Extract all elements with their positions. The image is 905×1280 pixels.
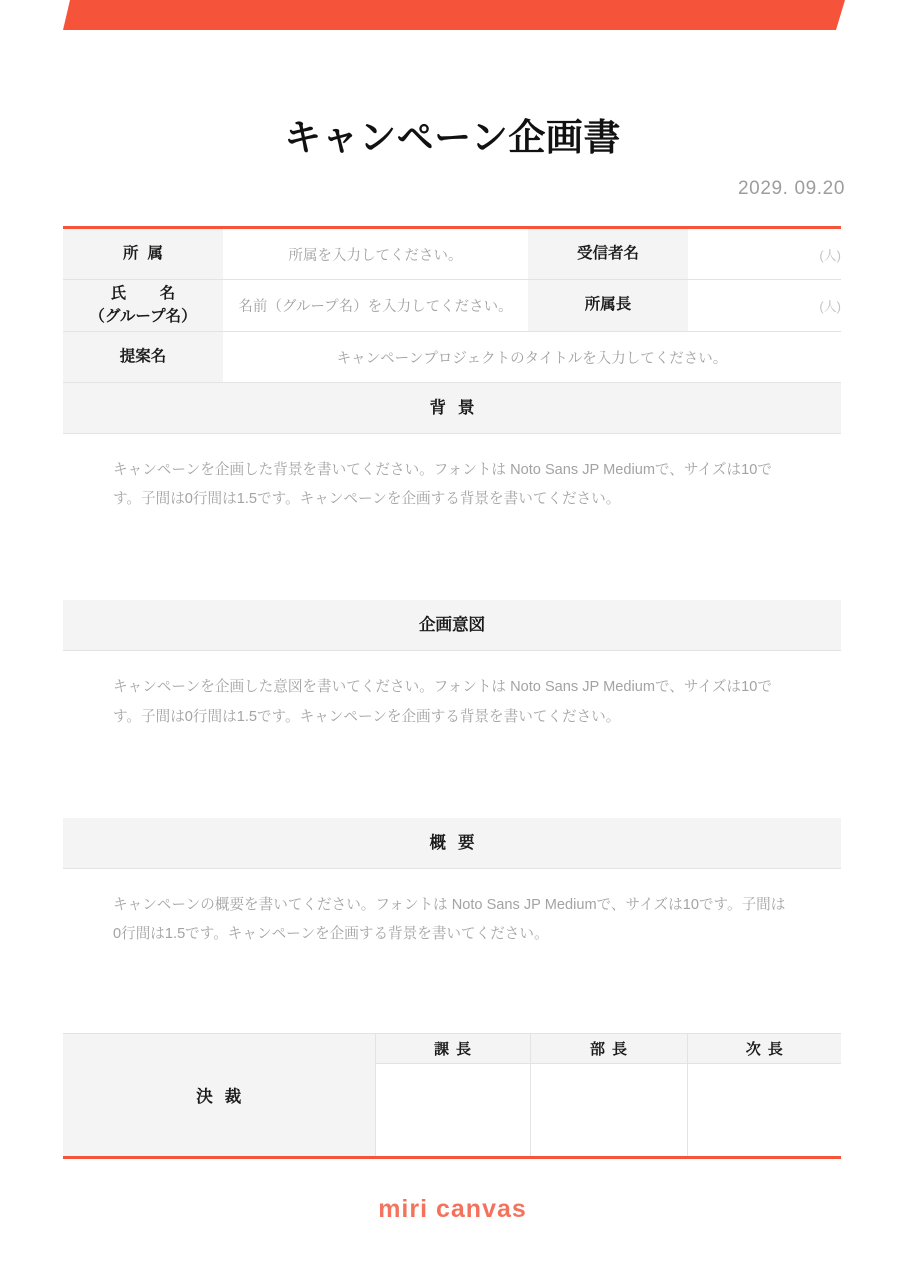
field-label-name-main: 氏 名 (110, 285, 185, 303)
field-label-name (63, 280, 223, 332)
section-heading-summary: 概要 (63, 818, 841, 869)
field-input-recipient-count[interactable]: (人) (688, 229, 841, 280)
top-accent-banner (0, 0, 905, 30)
approval-column-section-chief: 課長 (375, 1034, 530, 1064)
approval-column-deputy-director: 次長 (687, 1034, 841, 1064)
field-input-supervisor-count[interactable]: (人) (688, 280, 841, 332)
section-spacer-intent (63, 732, 841, 818)
section-heading-intent: 企画意図 (63, 600, 841, 651)
document-date: 2029. 09.20 (738, 178, 845, 199)
approval-header-row (63, 1034, 841, 1064)
section-heading-background: 背景 (63, 383, 841, 434)
page-title: キャンペーン企画書 (284, 117, 621, 158)
table-row (63, 229, 841, 280)
info-table (63, 229, 841, 383)
content-frame (63, 226, 841, 1159)
approval-signature-department-head[interactable] (530, 1064, 687, 1158)
table-row (63, 332, 841, 383)
field-input-affiliation[interactable]: 所属を入力してください。 (223, 229, 528, 280)
field-label-affiliation: 所属 (63, 229, 223, 280)
approval-column-department-head: 部長 (530, 1034, 687, 1064)
approval-signature-section-chief[interactable] (375, 1064, 530, 1158)
section-spacer-background (63, 514, 841, 600)
section-body-intent[interactable]: キャンペーンを企画した意図を書いてください。フォントは Noto Sans JP Mediumで、サイズは10です。子間は0行間は1.5です。キャンペーンを企画する背景を書いてください。 (113, 679, 772, 725)
miri-canvas-logo: miri canvas (0, 1195, 905, 1224)
approval-signature-deputy-director[interactable] (687, 1064, 841, 1158)
field-input-name[interactable]: 名前（グループ名）を入力してください。 (223, 280, 528, 332)
field-label-proposal: 提案名 (63, 332, 223, 383)
approval-table (63, 1033, 841, 1159)
field-label-supervisor: 所属長 (528, 280, 688, 332)
section-spacer-summary (63, 949, 841, 1033)
section-body-background[interactable]: キャンペーンを企画した背景を書いてください。フォントは Noto Sans JP Mediumで、サイズは10です。子間は0行間は1.5です。キャンペーンを企画する背景を書いてください。 (113, 462, 772, 508)
accent-bar-shape (63, 0, 845, 30)
field-input-proposal[interactable]: キャンペーンプロジェクトのタイトルを入力してください。 (223, 332, 841, 383)
approval-label: 決裁 (63, 1034, 375, 1158)
table-row (63, 280, 841, 332)
field-label-name-sub: （グループ名） (89, 307, 197, 325)
field-label-recipient: 受信者名 (528, 229, 688, 280)
section-body-summary[interactable]: キャンペーンの概要を書いてください。フォントは Noto Sans JP Mediumで、サイズは10です。子間は0行間は1.5です。キャンペーンを企画する背景を書いてください。 (113, 896, 786, 942)
